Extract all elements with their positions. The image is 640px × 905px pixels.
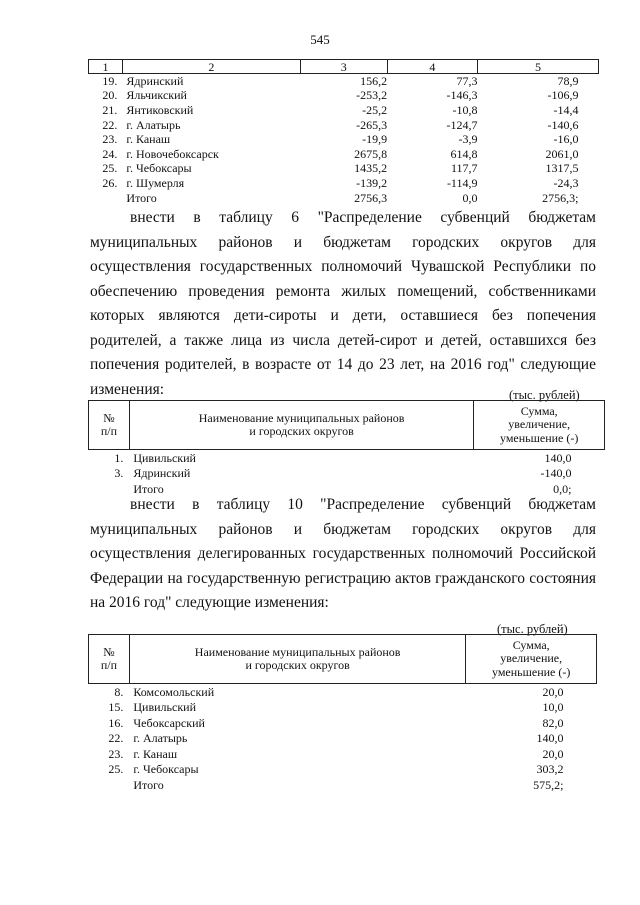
table-row [89,684,597,700]
district-name: г. Канаш [133,746,178,761]
table-row [89,103,599,118]
value-col-5: -140,6 [547,117,579,132]
table-total-row [89,777,597,793]
total-sum: 575,2; [533,777,564,792]
district-name: г. Чебоксары [126,161,192,176]
sum-value: 20,0 [542,746,564,761]
value-col-5: -14,4 [553,102,579,117]
total-label: Итого [133,777,164,792]
value-col-3: -265,3 [356,117,388,132]
table-row [89,700,597,716]
sum-value: 82,0 [542,715,564,730]
header-name: Наименование муниципальных районов и городских округов [129,635,466,684]
table-1-header-row [89,60,599,74]
sum-value: 303,2 [536,762,564,777]
table-row [89,731,597,747]
paragraph-table-6-text: внести в таблицу 6 "Распределение субвенций бюджетам муниципальных районов и бюджетам городских округов для осуществления государственных полномочий Чувашской Республики по обеспечению проведения ремонта жилых помещений, собственниками которых являются дети-сироты и дети, оставшиеся без попечения родителей, а также лица из числа детей-сирот и детей, оставшихся без попечения родителей, в возрасте от 14 до 23 лет, на 2016 год" следующие изменения: [90,209,596,398]
row-number: 23. [102,132,118,147]
table-row [89,715,597,731]
district-name: Чебоксарский [133,715,205,730]
value-col-3: -19,9 [362,132,388,147]
district-name: г. Чебоксары [133,762,199,777]
value-col-5: -106,9 [547,88,579,103]
district-name: Цивильский [133,700,197,715]
district-name: Ядринский [126,73,184,88]
district-name: г. Новочебоксарск [126,146,219,161]
row-number [89,777,130,793]
table-10-changes [88,634,597,793]
value-col-3: -25,2 [362,102,388,117]
value-col-5: 78,9 [557,73,579,88]
district-name: Ядринский [133,466,191,481]
header-num: № п/п [89,635,130,684]
table-row [89,89,599,104]
table-1-header-col-2: 2 [122,60,300,74]
header-sum: Сумма, увеличение, уменьшение (-) [466,635,597,684]
table-6-changes [88,400,605,497]
row-number: 22. [108,731,124,746]
row-number: 16. [108,715,124,730]
value-col-3: 1435,2 [354,161,388,176]
district-name: г. Канаш [126,132,171,147]
value-col-4: 614,8 [450,146,478,161]
sum-value: 140,0 [536,731,564,746]
row-number: 8. [114,684,124,699]
row-number: 19. [102,73,118,88]
row-number: 15. [108,700,124,715]
table-1 [88,59,599,205]
paragraph-table-10-text: внести в таблицу 10 "Распределение субвенций бюджетам муниципальных районов и бюджетам городских округов для осуществления делегированных государственных полномочий Российской Федерации на государственную регистрацию актов гражданского состояния на 2016 год" следующие изменения: [90,496,596,611]
sum-value: -140,0 [540,466,572,481]
table-total-row [89,191,599,206]
value-col-5: -24,3 [553,175,579,190]
row-number: 25. [102,161,118,176]
table-1-header-col-3: 3 [300,60,387,74]
value-col-3: 2675,8 [354,146,388,161]
value-col-4: 117,7 [450,161,478,176]
district-name: г. Алатырь [126,117,181,132]
table-row [89,176,599,191]
total-col-4: 0,0 [462,190,478,205]
header-name: Наименование муниципальных районов и городских округов [129,401,474,450]
header-sum: Сумма, увеличение, уменьшение (-) [474,401,605,450]
table-row [89,450,605,466]
value-col-5: 1317,5 [545,161,579,176]
table-row [89,118,599,133]
district-name: Яльчикский [126,88,187,103]
sum-value: 20,0 [542,684,564,699]
units-label-1: (тыс. рублей) [509,388,580,402]
table-row [89,466,605,482]
sum-value: 10,0 [542,700,564,715]
table-row [89,74,599,89]
row-number: 1. [114,450,124,465]
table-header-row [89,635,597,684]
value-col-4: 77,3 [456,73,478,88]
value-col-4: -3,9 [458,132,478,147]
table-row [89,132,599,147]
value-col-4: -114,9 [446,175,478,190]
row-number: 21. [102,102,118,117]
units-label-2: (тыс. рублей) [497,622,568,636]
total-col-3: 2756,3 [354,190,388,205]
value-col-5: 2061,0 [545,146,579,161]
row-number: 26. [102,175,118,190]
table-row [89,762,597,778]
district-name: Комсомольский [133,684,215,699]
row-number: 23. [108,746,124,761]
total-col-5: 2756,3; [542,190,579,205]
value-col-5: -16,0 [553,132,579,147]
row-number [89,191,123,206]
total-label: Итого [133,481,164,496]
table-1-header-col-4: 4 [387,60,477,74]
district-name: Янтиковский [126,102,194,117]
total-label: Итого [126,190,157,205]
district-name: г. Алатырь [133,731,188,746]
value-col-4: -146,3 [446,88,478,103]
table-row [89,746,597,762]
paragraph-table-6 [90,206,596,402]
table-header-row [89,401,605,450]
district-name: г. Шумерля [126,175,185,190]
total-sum: 0,0; [553,481,572,496]
value-col-3: -139,2 [356,175,388,190]
row-number: 20. [102,88,118,103]
page-number: 545 [310,32,330,47]
district-name: Цивильский [133,450,196,465]
row-number: 22. [102,117,118,132]
row-number: 24. [102,146,118,161]
table-1-header-col-5: 5 [478,60,599,74]
table-1-header-col-1: 1 [89,60,123,74]
table-row [89,147,599,162]
table-row [89,162,599,177]
row-number: 3. [114,466,124,481]
value-col-4: -124,7 [446,117,478,132]
value-col-3: -253,2 [356,88,388,103]
value-col-4: -10,8 [452,102,478,117]
header-num: № п/п [89,401,130,450]
row-number: 25. [108,762,124,777]
sum-value: 140,0 [544,450,572,465]
paragraph-table-10 [90,493,596,616]
value-col-3: 156,2 [360,73,388,88]
